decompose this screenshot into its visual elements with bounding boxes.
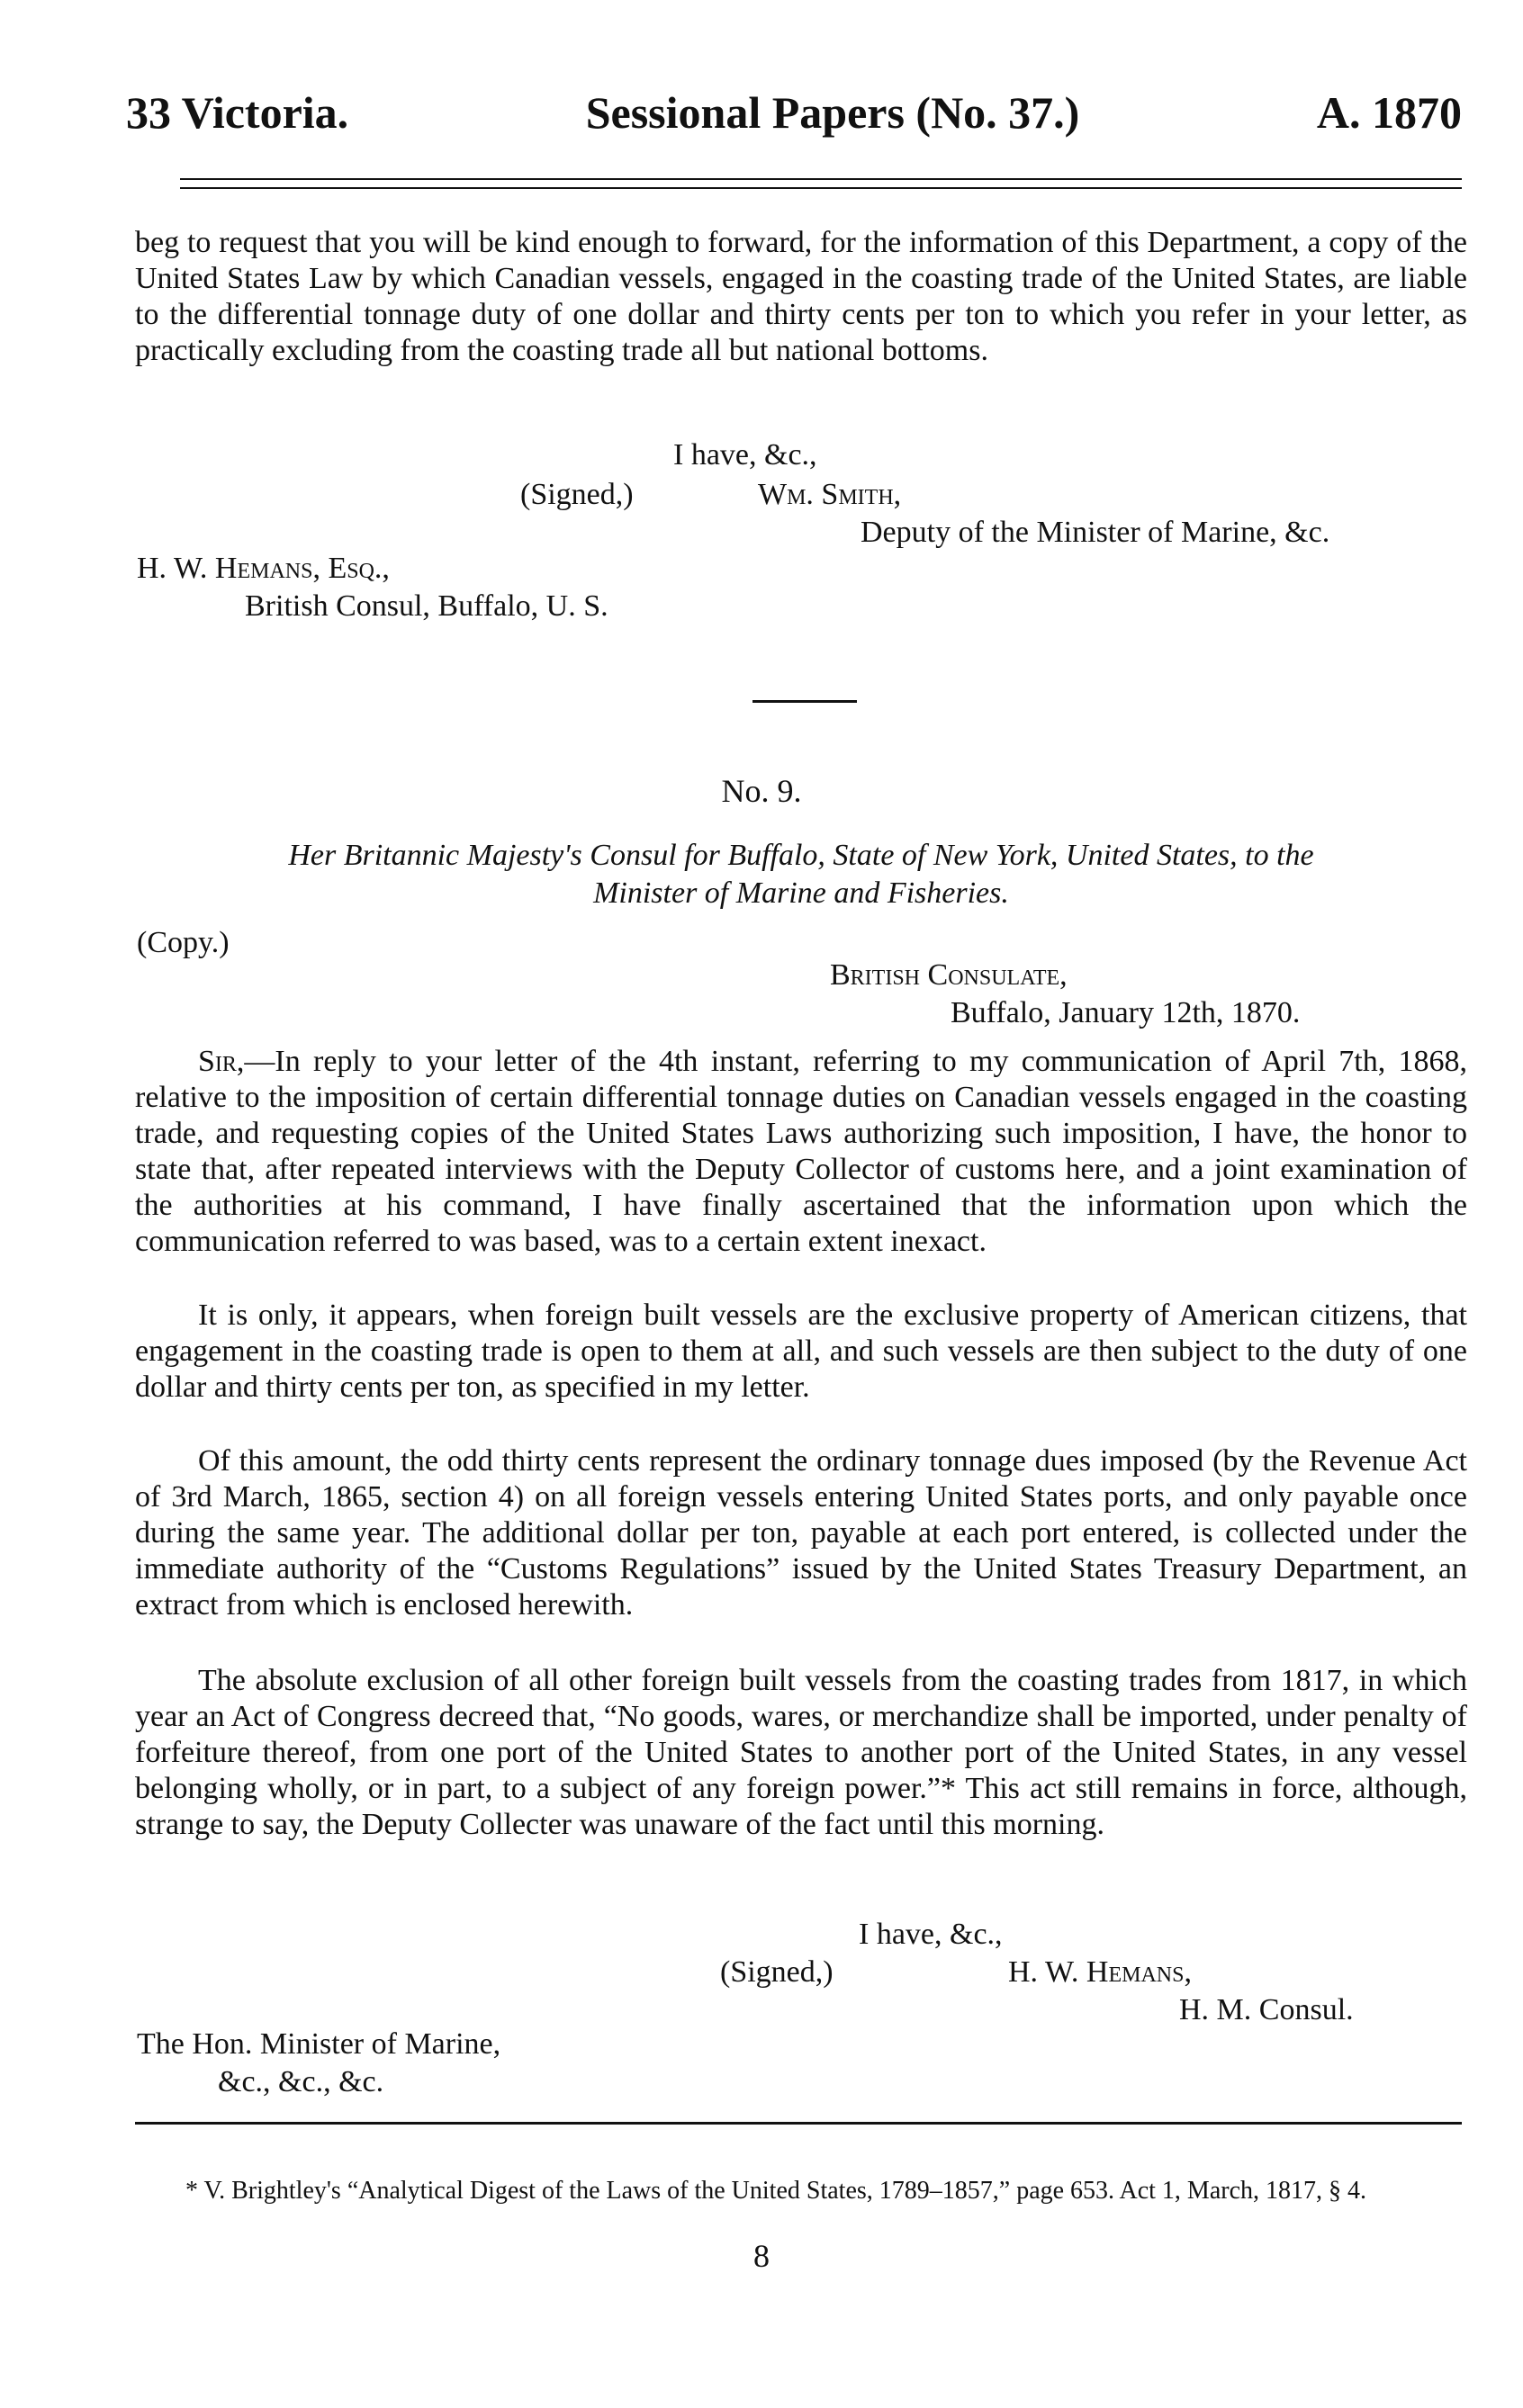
letter2-addressee-line1: The Hon. Minister of Marine, (137, 2027, 501, 2061)
copy-label: (Copy.) (137, 926, 230, 959)
page-header (126, 86, 1462, 139)
header-title: Sessional Papers (No. 37.) (585, 87, 1080, 138)
letter2-paragraph-1 (135, 1044, 1467, 1260)
letter1-addressee-name: H. W. Hemans, Esq., (137, 552, 390, 585)
header-rule (180, 178, 1462, 189)
letter2-signer-title: H. M. Consul. (1179, 1993, 1354, 2026)
letter1-addressee-title: British Consul, Buffalo, U. S. (245, 589, 608, 623)
footnote: * V. Brightley's “Analytical Digest of the Laws of the United States, 1789–1857,” page 653. Act 1, March, 1817, § 4. (185, 2177, 1367, 2205)
letter2-date: Buffalo, January 12th, 1870. (951, 996, 1301, 1029)
salutation: Sir, (198, 1045, 245, 1078)
letter1-signer: Wm. Smith, (758, 478, 902, 511)
letter-title-line2: Minister of Marine and Fisheries. (593, 876, 1009, 910)
letter-number: No. 9. (721, 773, 802, 809)
section-divider (752, 700, 857, 703)
letter2-signed: (Signed,) (720, 1955, 834, 1989)
letter2-closing: I have, &c., (859, 1918, 1003, 1951)
letter2-paragraph-2: It is only, it appears, when foreign built vessels are the exclusive property of American citizens, that engagement in the coasting trade is open to them at all, and such vessels are then subject to the duty of one dollar and thirty cents per ton, as specified in my letter. (135, 1298, 1467, 1404)
paragraph-1-text: —In reply to your letter of the 4th instant, referring to my communication of April 7th, 1868, relative to the imposition of certain differential tonnage duties on Canadian vessels engaged in the coasting trade, and requesting copies of the United States Laws authorizing such imposition, I have, the honor to state that, after repeated interviews with the Deputy Collector of customs here, and a joint examination of the authorities at his command, I have finally ascertained that the information upon which the communication referred to was based, was to a certain extent inexact. (135, 1045, 1467, 1258)
letter1-body: beg to request that you will be kind enough to forward, for the information of this Department, a copy of the United States Law by which Canadian vessels, engaged in the coasting trade of the United States, are liable to the differential tonnage duty of one dollar and thirty cents per ton to which you refer in your letter, as practically excluding from the coasting trade all but national bottoms. (135, 226, 1467, 367)
letter-title-line1: Her Britannic Majesty's Consul for Buffalo, State of New York, United States, to the (288, 839, 1314, 872)
letter2-paragraph-3: Of this amount, the odd thirty cents represent the ordinary tonnage dues imposed (by the Revenue Act of 3rd March, 1865, section 4) on all foreign vessels entering United States ports, and only payable once during the same year. The additional dollar per ton, payable at each port entered, is collected under the immediate authority of the “Customs Regulations” issued by the United States Treasury Department, an extract from which is enclosed herewith. (135, 1444, 1467, 1622)
letter-title (135, 837, 1467, 912)
letter2-place: British Consulate, (830, 958, 1068, 992)
letter1-signer-title: Deputy of the Minister of Marine, &c. (861, 516, 1330, 549)
header-year: A. 1870 (1316, 87, 1462, 138)
letter2-paragraph-4: The absolute exclusion of all other foreign built vessels from the coasting trades from 1817, in which year an Act of Congress decreed that, “No goods, wares, or merchandize shall be imported, under penalty of forfeiture thereof, from one port of the United States to another port of the United States, in any vessel belonging wholly, or in part, to a subject of any foreign power.”* This act still remains in force, although, strange to say, the Deputy Collecter was unaware of the fact until this morning. (135, 1664, 1467, 1841)
header-session: 33 Victoria. (126, 87, 349, 138)
letter2-signer: H. W. Hemans, (1008, 1955, 1192, 1989)
letter1-closing: I have, &c., (673, 438, 817, 472)
letter2-addressee-line2: &c., &c., &c. (218, 2065, 384, 2098)
letter1-signed: (Signed,) (520, 478, 634, 511)
page-number: 8 (753, 2238, 770, 2274)
footnote-rule (135, 2122, 1462, 2125)
